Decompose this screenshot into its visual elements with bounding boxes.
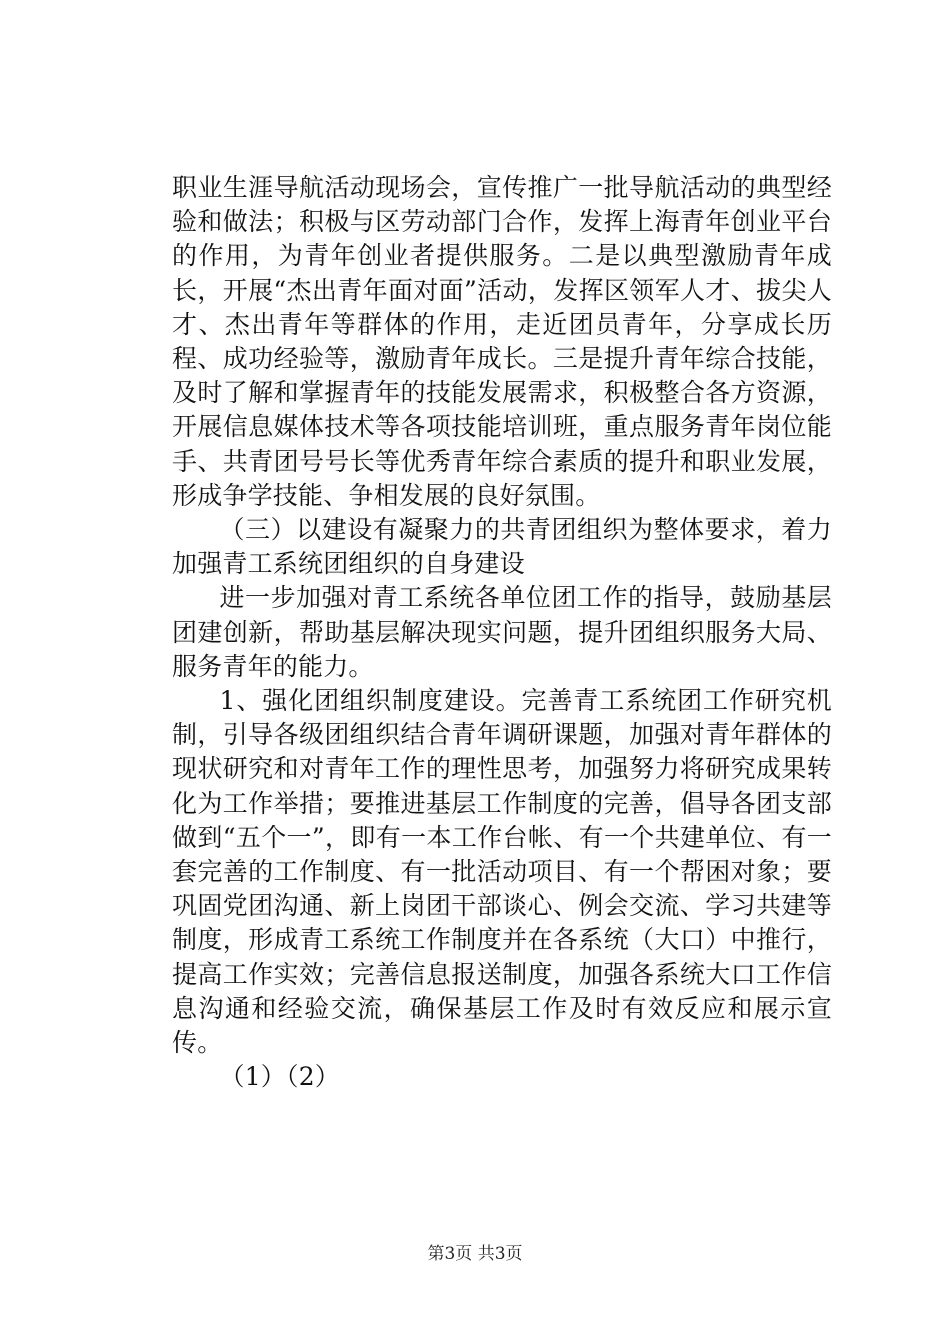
document-body (172, 171, 832, 1094)
body-paragraph-continued: 职业生涯导航活动现场会，宣传推广一批导航活动的典型经验和做法；积极与区劳动部门合作，发挥上海青年创业平台的作用，为青年创业者提供服务。二是以典型激励青年成长，开展“杰出青年面对面”活动，发挥区领军人才、拔尖人才、杰出青年等群体的作用，走近团员青年，分享成长历程、成功经验等，激励青年成长。三是提升青年综合技能，及时了解和掌握青年的技能发展需求，积极整合各方资源，开展信息媒体技术等各项技能培训班，重点服务青年岗位能手、共青团号号长等优秀青年综合素质的提升和职业发展，形成争学技能、争相发展的良好氛围。 (172, 173, 832, 510)
body-paragraph-item-one: 1、强化团组织制度建设。完善青工系统团工作研究机制，引导各级团组织结合青年调研课题，加强对青年群体的现状研究和对青年工作的理性思考，加强努力将研究成果转化为工作举措；要推进基层工作制度的完善，倡导各团支部做到“五个一”，即有一本工作台帐、有一个共建单位、有一套完善的工作制度、有一批活动项目、有一个帮困对象；要巩固党团沟通、新上岗团干部谈心、例会交流、学习共建等制度，形成青工系统工作制度并在各系统（大口）中推行，提高工作实效；完善信息报送制度，加强各系统大口工作信息沟通和经验交流，确保基层工作及时有效反应和展示宣传。 (172, 686, 832, 1058)
page-number-footer: 第3页 共3页 (427, 1244, 523, 1264)
body-paragraph: 进一步加强对青工系统各单位团工作的指导，鼓励基层团建创新，帮助基层解决现实问题，提升团组织服务大局、服务青年的能力。 (172, 583, 832, 681)
sub-item-markers: （1）（2） (219, 1062, 341, 1092)
section-heading-three: （三）以建设有凝聚力的共青团组织为整体要求，着力加强青工系统团组织的自身建设 (172, 515, 832, 579)
